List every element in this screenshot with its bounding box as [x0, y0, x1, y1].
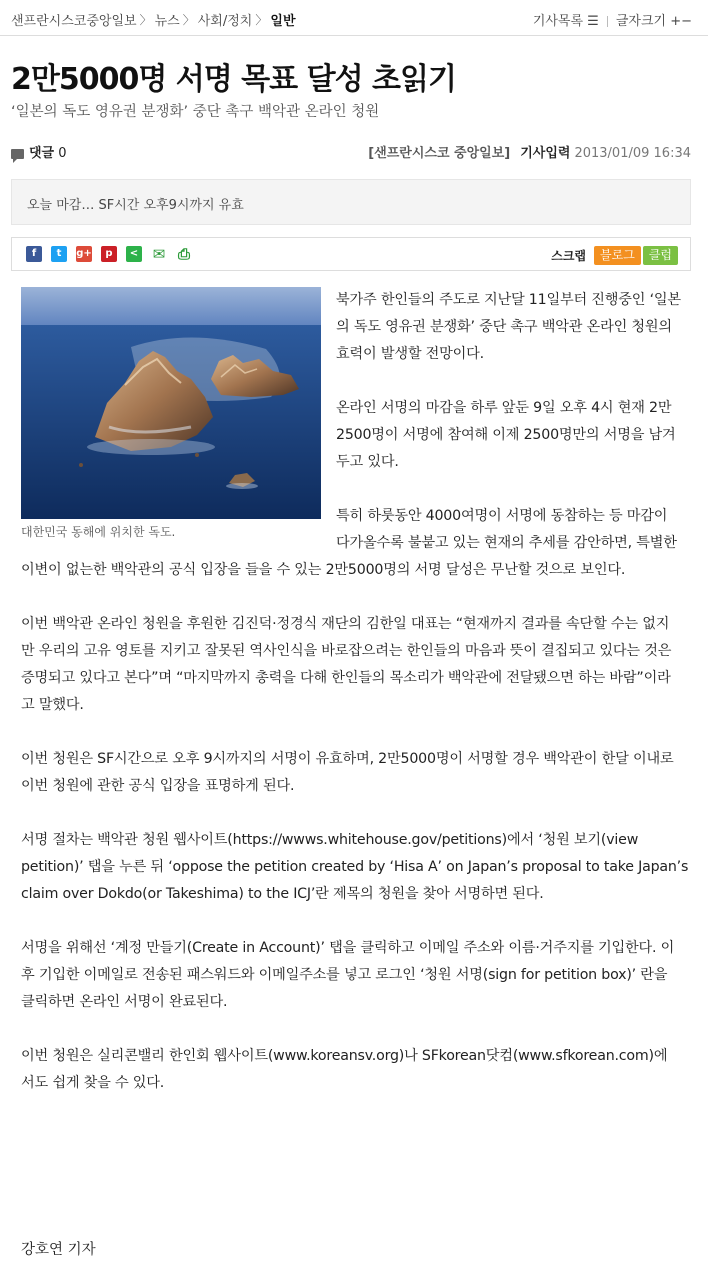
paragraph-line: 북가주 한인들의 주도로 지난달 11일부터 진행중인 ‘일본	[336, 292, 681, 308]
article-title: 2만5000명 서명 목표 달성 초읽기	[11, 62, 456, 97]
summary-text: 오늘 마감… SF시간 오후9시까지 유효	[27, 198, 244, 213]
paragraph-line: 서명을 위해선 ‘계정 만들기(Create in Account)’ 탭을 클릭하고 이메일 주소와 이름·거주지를 기입한다. 이	[21, 940, 675, 956]
reporter-byline: 강호연 기자	[21, 1242, 96, 1258]
chevron-right-icon: 〉	[139, 13, 152, 27]
article-photo	[21, 287, 321, 519]
paragraph-line: petition)’ 탭을 누른 뒤 ‘oppose the petition created by ‘Hisa A’ on Japan’s proposal to take Japan’s	[21, 859, 689, 875]
pinterest-icon[interactable]: p	[101, 246, 117, 262]
scrap-group	[551, 245, 678, 265]
breadcrumb-item-home[interactable]: 샌프란시스코중앙일보	[11, 14, 137, 29]
article-paragraph-8	[21, 1043, 667, 1097]
print-icon[interactable]: ⎙	[177, 245, 190, 263]
article-list-button[interactable]: 기사목록 ☰	[532, 14, 599, 29]
scrap-label: 스크랩	[551, 249, 587, 263]
paragraph-line: 이번 청원은 실리콘밸리 한인회 웹사이트(www.koreansv.org)나 SFkorean닷컴(www.sfkorean.com)에	[21, 1048, 668, 1064]
paragraph-line: 의 독도 영유권 분쟁화’ 중단 촉구 백악관 온라인 청원의	[336, 319, 672, 335]
publish-info	[368, 142, 691, 161]
breadcrumb-item-news[interactable]: 뉴스	[154, 14, 180, 29]
summary-box	[11, 179, 691, 225]
share-bar	[11, 237, 691, 271]
paragraph-line: 온라인 서명의 마감을 하루 앞둔 9일 오후 4시 현재 2만	[336, 400, 672, 416]
article-subtitle: ‘일본의 독도 영유권 분쟁화’ 중단 촉구 백악관 온라인 청원	[11, 104, 380, 120]
article-paragraph-3-line-2: 다가올수록 불붙고 있는 현재의 추세를 감안하면, 특별한	[336, 535, 677, 551]
article-paragraph-7	[21, 935, 674, 1016]
share-icons	[26, 246, 201, 265]
article-paragraph-4	[21, 611, 671, 719]
breadcrumb-current[interactable]: 일반	[270, 14, 296, 29]
article-paragraph-1	[336, 287, 681, 368]
breadcrumb	[11, 10, 296, 29]
google-plus-icon[interactable]: g+	[76, 246, 92, 262]
article-paragraph-6	[21, 827, 688, 908]
chevron-right-icon: 〉	[255, 13, 268, 27]
facebook-icon[interactable]: f	[26, 246, 42, 262]
comment-icon	[11, 149, 24, 159]
divider	[607, 16, 608, 27]
paragraph-line: 증명되고 있다고 본다”며 “마지막까지 총력을 다해 한인들의 목소리가 백악관에 전달됐으면 하는 바람”이라	[21, 670, 671, 686]
top-bar	[0, 0, 708, 36]
mail-icon[interactable]: ✉	[152, 245, 166, 263]
paragraph-line: 서명 절차는 백악관 청원 웹사이트(https://wwws.whitehouse.gov/petitions)에서 ‘청원 보기(view	[21, 832, 639, 848]
club-scrap-button[interactable]: 클럽	[643, 246, 678, 265]
font-size-button[interactable]: 글자크기 +−	[615, 14, 692, 29]
paragraph-line: 이번 청원에 관한 공식 입장을 표명하게 된다.	[21, 778, 295, 794]
chevron-right-icon: 〉	[182, 13, 195, 27]
comments-link[interactable]	[11, 142, 67, 161]
blog-scrap-button[interactable]: 블로그	[594, 246, 641, 265]
article-paragraph-3-line-3: 이변이 없는한 백악관의 공식 입장을 들을 수 있는 2만5000명의 서명 달성은 무난할 것으로 보인다.	[21, 562, 626, 578]
dokdo-island-image	[21, 287, 321, 519]
comments-label: 댓글	[29, 146, 55, 161]
paragraph-line: 클릭하면 온라인 서명이 완료된다.	[21, 994, 228, 1010]
article-paragraph-3-line-1: 특히 하룻동안 4000여명이 서명에 동참하는 등 마감이	[336, 508, 668, 524]
paragraph-line: 고 말했다.	[21, 697, 84, 713]
paragraph-line: 이번 청원은 SF시간으로 오후 9시까지의 서명이 유효하며, 2만5000명이 서명할 경우 백악관이 한달 이내로	[21, 751, 674, 767]
photo-caption: 대한민국 동해에 위치한 독도.	[21, 525, 176, 539]
paragraph-line: 두고 있다.	[336, 454, 399, 470]
paragraph-line: 만 우리의 고유 영토를 지키고 잘못된 역사인식을 바로잡으려는 한인들의 마음과 뜻이 결집되고 있다는 것은	[21, 643, 672, 659]
breadcrumb-item-society[interactable]: 사회/정치	[197, 14, 253, 29]
article-paragraph-2	[336, 395, 676, 476]
twitter-icon[interactable]: t	[51, 246, 67, 262]
article-paragraph-5	[21, 746, 673, 800]
share-icon[interactable]: <	[126, 246, 142, 262]
article-meta	[11, 142, 691, 162]
paragraph-line: 이번 백악관 온라인 청원을 후원한 김진덕·정경식 재단의 김한일 대표는 “현재까지 결과를 속단할 수는 없지	[21, 616, 670, 632]
article-date: 2013/01/09 16:34	[574, 146, 691, 161]
article-tools	[533, 10, 692, 29]
article-source: [샌프란시스코 중앙일보]	[368, 146, 511, 161]
date-label: 기사입력	[520, 146, 571, 161]
paragraph-line: 2500명이 서명에 참여해 이제 2500명만의 서명을 남겨	[336, 427, 676, 443]
paragraph-line: 효력이 발생할 전망이다.	[336, 346, 484, 362]
paragraph-line: 서도 쉽게 찾을 수 있다.	[21, 1075, 165, 1091]
paragraph-line: claim over Dokdo(or Takeshima) to the ICJ’란 제목의 청원을 찾아 서명하면 된다.	[21, 886, 544, 902]
comments-count: 0	[58, 146, 67, 161]
paragraph-line: 후 기입한 이메일로 전송된 패스워드와 이메일주소를 넣고 로그인 ‘청원 서명(sign for petition box)’ 란을	[21, 967, 668, 983]
